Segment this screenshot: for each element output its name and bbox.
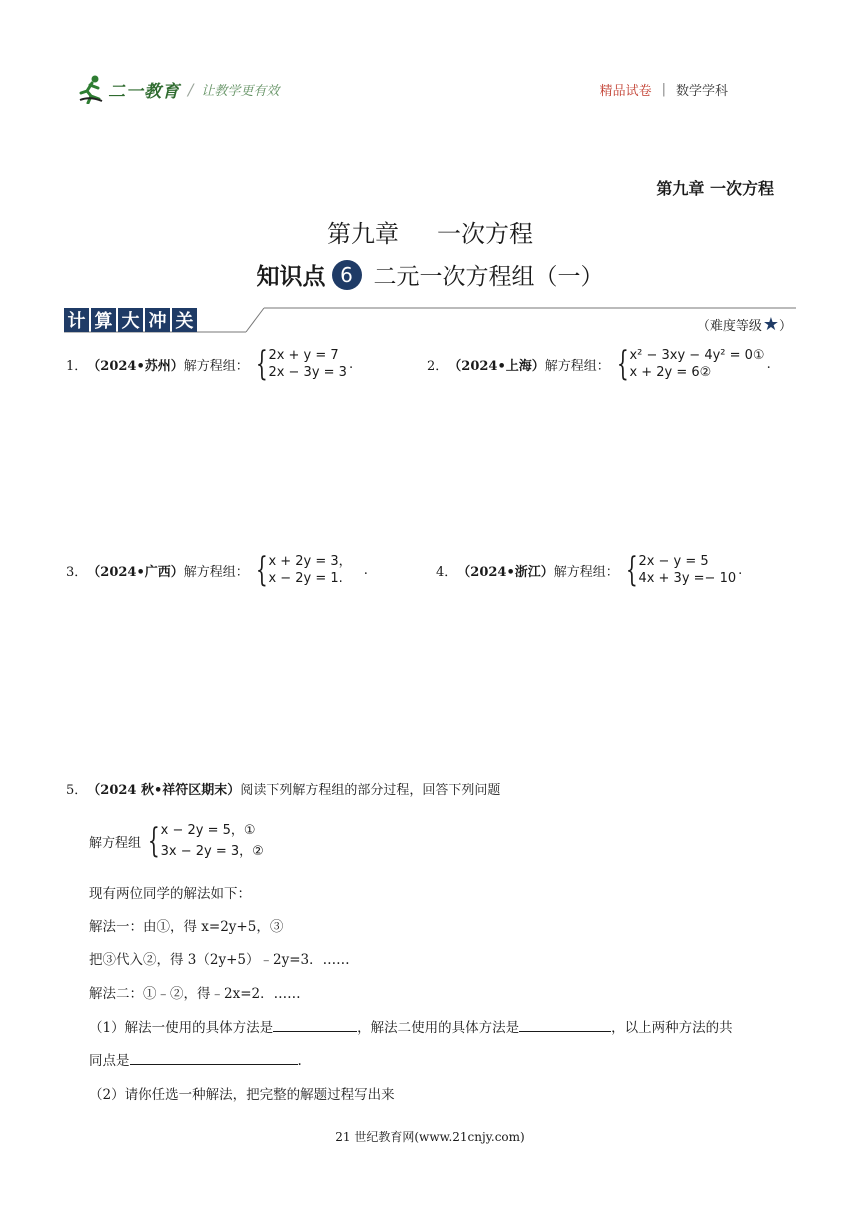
problem-5-system — [89, 820, 264, 862]
equation-system — [143, 820, 264, 862]
problem-end: . — [738, 562, 743, 578]
runner-logo-icon — [78, 74, 104, 104]
problem-source: （2024•浙江） — [457, 564, 554, 580]
equation-system — [251, 344, 347, 384]
problem-number: 4． — [436, 564, 458, 580]
problem-source: （2024•上海） — [448, 358, 545, 374]
equation: 2x − y = 5 — [638, 554, 709, 569]
problem-end: . — [766, 356, 771, 372]
equation: x + 2y = 3， — [268, 554, 352, 569]
answer-blank[interactable] — [130, 1051, 298, 1065]
equation: x + 2y = 6② — [629, 365, 712, 380]
header-category — [600, 80, 728, 99]
equation: 2x − 3y = 3 — [268, 365, 347, 380]
problem-source: （2024 秋•祥符区期末） — [87, 783, 241, 798]
difficulty-level — [697, 314, 792, 335]
question-1-text-a: （1）解法一使用的具体方法是 — [89, 1020, 274, 1036]
title-chapter: 第九章 — [327, 220, 399, 248]
page-title — [0, 214, 860, 249]
problem-3 — [66, 550, 368, 590]
brace-icon: { — [255, 550, 268, 590]
equation-system — [251, 550, 352, 590]
question-1-text-d: 同点是 — [89, 1053, 130, 1069]
chapter-label: 第九章 一次方程 — [656, 179, 774, 198]
solution-intro: 现有两位同学的解法如下： — [89, 886, 251, 902]
equation-system — [612, 344, 765, 384]
banner-char: 大 — [118, 308, 143, 332]
subtitle-text: 二元一次方程组（一） — [373, 264, 604, 290]
problem-prompt: 解方程组： — [553, 564, 619, 580]
answer-blank[interactable] — [519, 1018, 611, 1032]
problem-source: （2024•广西） — [87, 564, 184, 580]
problem-prompt: 解方程组： — [183, 358, 249, 374]
brand-slogan: 让教学更有效 — [201, 83, 280, 99]
title-topic: 一次方程 — [437, 220, 533, 248]
equation: x² − 3xy − 4y² = 0① — [629, 348, 765, 363]
page-footer: 21 世纪教育网(www.21cnjy.com) — [335, 1130, 525, 1144]
equation: 3x − 2y = 3，② — [160, 844, 264, 859]
method-one-step2: 把③代入②，得 3（2y+5）﹣2y=3．…… — [89, 952, 350, 968]
problem-prompt: 解方程组 — [89, 835, 142, 851]
question-1-cont — [89, 1049, 302, 1069]
problem-2 — [427, 344, 771, 384]
question-1-text-e: . — [297, 1053, 302, 1069]
brace-icon: { — [255, 344, 268, 384]
difficulty-close: ） — [778, 319, 792, 334]
equation-system — [621, 550, 737, 590]
equation: x − 2y = 5，① — [160, 823, 256, 838]
header-category-bar: | — [661, 82, 666, 97]
logo-separator: / — [188, 79, 194, 99]
problem-prompt: 解方程组： — [544, 358, 610, 374]
answer-blank[interactable] — [273, 1018, 357, 1032]
problem-prompt: 解方程组： — [183, 564, 249, 580]
brace-icon: { — [147, 821, 160, 861]
banner-char: 计 — [64, 308, 89, 332]
problem-number: 5． — [66, 783, 88, 798]
problem-source: （2024•苏州） — [87, 358, 184, 374]
question-1-text-b: ，解法二使用的具体方法是 — [357, 1020, 520, 1036]
question-1-text-c: ，以上两种方法的共 — [611, 1020, 733, 1036]
brace-icon: { — [616, 344, 629, 384]
banner-char: 冲 — [145, 308, 170, 332]
method-two-step1: 解法二：①﹣②，得﹣2x=2．…… — [89, 986, 301, 1002]
method-one-step1: 解法一：由①，得 x=2y+5，③ — [89, 919, 284, 935]
problem-end: . — [348, 356, 354, 372]
problem-intro: 阅读下列解方程组的部分过程，回答下列问题 — [240, 783, 501, 798]
subtitle-prefix: 知识点 — [256, 264, 326, 290]
problem-4 — [436, 550, 743, 590]
header-category-right: 数学学科 — [675, 84, 728, 99]
equation: 2x + y = 7 — [268, 348, 339, 363]
problem-number: 3． — [66, 564, 88, 580]
problem-number: 2． — [427, 358, 449, 374]
banner-char: 关 — [172, 308, 197, 332]
question-2: （2）请你任选一种解法，把完整的解题过程写出来 — [89, 1087, 395, 1103]
equation: x − 2y = 1. — [268, 571, 343, 586]
section-banner — [64, 308, 199, 332]
problem-5-header — [66, 779, 500, 798]
difficulty-label: （难度等级 — [696, 319, 762, 334]
banner-char: 算 — [91, 308, 116, 332]
star-icon: ★ — [762, 314, 779, 335]
brand-name: 二一教育 — [108, 81, 180, 102]
question-1 — [89, 1016, 733, 1036]
problem-end: . — [363, 562, 368, 578]
site-logo — [78, 72, 308, 106]
page-subtitle — [0, 258, 860, 291]
brace-icon: { — [625, 550, 638, 590]
equation: 4x + 3y =− 10 — [638, 571, 737, 586]
header-category-left: 精品试卷 — [599, 84, 652, 99]
problem-number: 1． — [66, 358, 88, 374]
knowledge-point-number: 6 — [332, 260, 362, 290]
problem-1 — [66, 344, 354, 384]
